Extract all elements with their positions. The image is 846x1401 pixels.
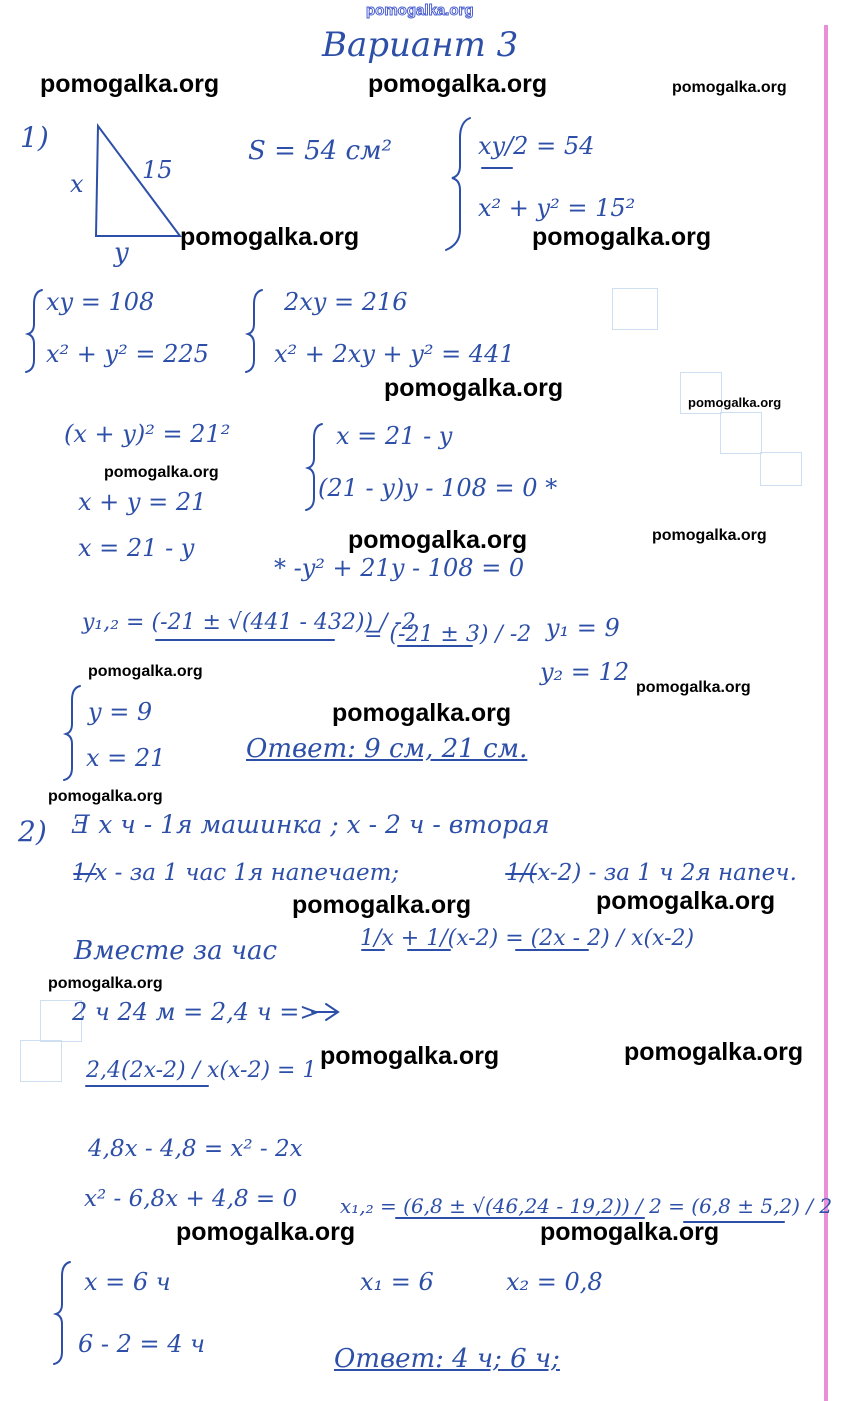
system3-eq2: x² + 2xy + y² = 441: [274, 340, 515, 368]
task2-line5: 2,4(2x-2) / x(x-2) = 1: [86, 1058, 317, 1083]
task2-line6: 4,8x - 4,8 = x² - 2x: [88, 1136, 303, 1162]
task2-number: 2): [18, 815, 47, 848]
result-x: x = 21: [86, 744, 166, 772]
task2-line4: 2 ч 24 м = 2,4 ч =>: [72, 998, 320, 1026]
system1-eq1: xy/2 = 54: [478, 132, 595, 160]
task2-line7: x² - 6,8x + 4,8 = 0: [84, 1186, 298, 1212]
roots-simplified: = (-21 ± 3) / -2: [364, 622, 532, 647]
triangle-side-x: x: [70, 170, 84, 198]
watermark: pomogalka.org: [88, 663, 203, 680]
task2-line3a: Вместе за час: [74, 936, 278, 966]
system2-eq2: x² + y² = 225: [46, 340, 209, 368]
watermark: pomogalka.org: [540, 1218, 720, 1246]
task2-answer: Ответ: 4 ч; 6 ч;: [334, 1344, 560, 1374]
watermark: pomogalka.org: [48, 975, 163, 992]
watermark: pomogalka.org: [320, 1042, 500, 1070]
quadratic-equation: * -y² + 21y - 108 = 0: [274, 554, 525, 582]
page-title: Вариант 3: [322, 25, 519, 65]
task2-root-x2: x₂ = 0,8: [506, 1268, 603, 1296]
watermark: pomogalka.org: [180, 223, 360, 251]
system-brace: [446, 118, 470, 250]
task2-root-x1: x₁ = 6: [360, 1268, 434, 1296]
watermark: pomogalka.org: [48, 788, 163, 805]
site-url-header[interactable]: pomogalka.org: [366, 2, 474, 19]
watermark: pomogalka.org: [104, 464, 219, 481]
x-expression: x = 21 - y: [78, 534, 195, 562]
sum-equation: x + y = 21: [78, 488, 207, 516]
watermark: pomogalka.org: [292, 891, 472, 919]
watermark: pomogalka.org: [532, 223, 712, 251]
task2-line2a: 1/x - за 1 час 1я напечает;: [72, 860, 400, 886]
watermark: pomogalka.org: [348, 526, 528, 554]
watermark: pomogalka.org: [624, 1038, 804, 1066]
task1-answer: Ответ: 9 см, 21 см.: [246, 734, 528, 764]
task2-line3b: 1/x + 1/(x-2) = (2x - 2) / x(x-2): [360, 926, 695, 951]
task2-roots: x₁,₂ = (6,8 ± √(46,24 - 19,2)) / 2 = (6,8 ± 5,2) / 2: [340, 1194, 833, 1218]
system-brace: [54, 1262, 70, 1364]
area-given: S = 54 см²: [248, 136, 393, 166]
result-y: y = 9: [88, 698, 153, 726]
watermark: pomogalka.org: [672, 79, 787, 96]
watermark: pomogalka.org: [688, 395, 782, 410]
watermark: pomogalka.org: [652, 527, 767, 544]
system2-eq1: xy = 108: [46, 288, 155, 316]
watermark: pomogalka.org: [596, 887, 776, 915]
watermark: pomogalka.org: [368, 70, 548, 98]
root-y1: y₁ = 9: [546, 614, 620, 642]
system-brace: [64, 686, 80, 780]
root-y2: y₂ = 12: [540, 658, 630, 686]
watermark: pomogalka.org: [176, 1218, 356, 1246]
sum-squared: (x + y)² = 21²: [64, 420, 231, 448]
watermark: pomogalka.org: [384, 374, 564, 402]
watermark: pomogalka.org: [636, 679, 751, 696]
triangle-side-y: y: [114, 238, 129, 268]
task1-number: 1): [20, 121, 49, 154]
triangle-side-15: 15: [142, 156, 173, 184]
task2-line2b: 1/(x-2) - за 1 ч 2я напеч.: [506, 860, 797, 886]
task2-line1: Ǝ x ч - 1я машинка ; x - 2 ч - вторая: [72, 810, 550, 839]
system4-eq1: x = 21 - y: [336, 422, 453, 450]
system-brace: [246, 290, 262, 372]
roots-formula: y₁,₂ = (-21 ± √(441 - 432)) / -2: [82, 610, 416, 635]
system4-eq2: (21 - y)y - 108 = 0 *: [318, 474, 558, 502]
task2-result-x: x = 6 ч: [84, 1268, 171, 1296]
system1-eq2: x² + y² = 15²: [478, 194, 636, 222]
watermark: pomogalka.org: [40, 70, 220, 98]
system3-eq1: 2xy = 216: [284, 288, 408, 316]
system-brace: [26, 290, 42, 372]
task2-result-second: 6 - 2 = 4 ч: [78, 1330, 206, 1358]
watermark: pomogalka.org: [332, 699, 512, 727]
